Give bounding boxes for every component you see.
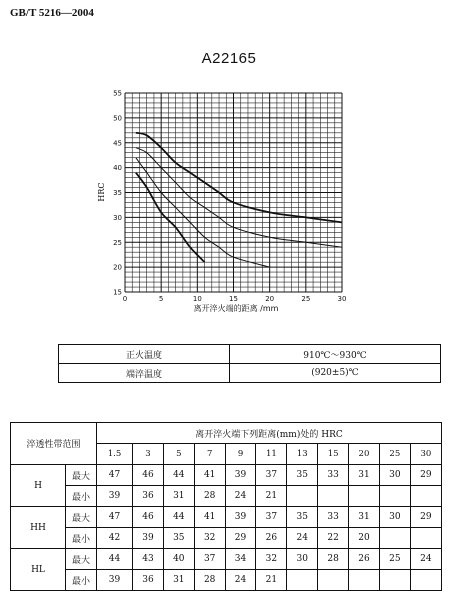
hrc-value: 25 (379, 549, 410, 570)
hrc-value (379, 486, 410, 507)
hrc-value: 31 (349, 507, 380, 528)
condition-value: (920±5)℃ (230, 364, 441, 383)
hrc-value: 44 (163, 465, 194, 486)
hrc-value: 46 (133, 507, 164, 528)
hrc-value: 39 (97, 486, 133, 507)
hrc-value: 34 (225, 549, 256, 570)
hrc-value: 37 (256, 465, 287, 486)
x-tick-label: 20 (265, 295, 275, 303)
condition-value: 910℃～930℃ (230, 345, 441, 364)
hrc-value: 40 (163, 549, 194, 570)
hrc-value: 21 (256, 486, 287, 507)
x-tick-label: 30 (337, 295, 347, 303)
figure-title: A22165 (201, 50, 257, 67)
distance-cell: 11 (256, 444, 287, 465)
hrc-value: 30 (379, 507, 410, 528)
y-tick-label: 20 (113, 263, 122, 272)
hrc-value: 24 (287, 528, 318, 549)
distance-cell: 3 (133, 444, 164, 465)
condition-label: 正火温度 (59, 345, 230, 364)
hrc-value: 39 (225, 507, 256, 528)
y-axis-label: HRC (97, 182, 106, 202)
hrc-value: 39 (225, 465, 256, 486)
distance-cell: 20 (349, 444, 380, 465)
hrc-table (10, 422, 442, 591)
hrc-value (318, 486, 349, 507)
distance-cell: 15 (318, 444, 349, 465)
hrc-value: 24 (225, 570, 256, 591)
table-row (59, 364, 441, 383)
distance-cell: 25 (379, 444, 410, 465)
distance-cell: 1.5 (97, 444, 133, 465)
table-row (11, 570, 442, 591)
hrc-value: 31 (163, 486, 194, 507)
hrc-value (410, 570, 441, 591)
hrc-value (349, 486, 380, 507)
table-row (11, 507, 442, 528)
y-tick-label: 55 (113, 89, 122, 98)
hrc-value (410, 486, 441, 507)
hrc-value: 31 (349, 465, 380, 486)
hrc-value: 47 (97, 507, 133, 528)
hrc-value: 44 (163, 507, 194, 528)
band-name: H (11, 465, 66, 507)
hrc-value: 30 (379, 465, 410, 486)
table-row (11, 486, 442, 507)
min-label: 最小 (66, 570, 97, 591)
hrc-value (349, 570, 380, 591)
row-header: 淬透性带范围 (11, 423, 97, 465)
table-row (11, 528, 442, 549)
hrc-value: 47 (97, 465, 133, 486)
hrc-value: 26 (349, 549, 380, 570)
x-tick-label: 15 (229, 295, 238, 303)
heat-treatment-table (58, 344, 441, 383)
band-name: HL (11, 549, 66, 591)
hrc-value: 41 (194, 465, 225, 486)
hrc-value: 39 (133, 528, 164, 549)
distance-header: 离开淬火端下列距离(mm)处的 HRC (97, 423, 442, 444)
hrc-value: 28 (194, 486, 225, 507)
hrc-value: 35 (287, 507, 318, 528)
hrc-value: 22 (318, 528, 349, 549)
y-tick-label: 40 (113, 164, 122, 173)
min-label: 最小 (66, 486, 97, 507)
hrc-value: 35 (287, 465, 318, 486)
hrc-value: 36 (133, 486, 164, 507)
y-tick-label: 35 (113, 189, 122, 197)
hrc-value: 26 (256, 528, 287, 549)
hrc-value (379, 528, 410, 549)
y-tick-label: 45 (113, 139, 122, 148)
hrc-value: 35 (163, 528, 194, 549)
band-name: HH (11, 507, 66, 549)
hrc-value (379, 570, 410, 591)
hrc-value: 36 (133, 570, 164, 591)
max-label: 最大 (66, 465, 97, 486)
x-tick-label: 10 (192, 295, 202, 303)
distance-cell: 30 (410, 444, 441, 465)
hrc-value: 24 (410, 549, 441, 570)
table-row (59, 345, 441, 364)
hrc-value (287, 570, 318, 591)
condition-label: 端淬温度 (59, 364, 230, 383)
hrc-value: 30 (287, 549, 318, 570)
x-tick-label: 25 (301, 295, 311, 303)
table-header-row (11, 423, 442, 444)
distance-cell: 9 (225, 444, 256, 465)
hrc-value: 21 (256, 570, 287, 591)
hrc-value: 39 (97, 570, 133, 591)
x-tick-label: 0 (122, 295, 128, 303)
hrc-value (410, 528, 441, 549)
table-row (11, 549, 442, 570)
hrc-value: 29 (410, 465, 441, 486)
hrc-value (287, 486, 318, 507)
hrc-value: 29 (225, 528, 256, 549)
hrc-value: 37 (256, 507, 287, 528)
y-tick-label: 15 (113, 288, 122, 297)
distance-cell: 13 (287, 444, 318, 465)
hrc-value: 44 (97, 549, 133, 570)
distance-cell: 5 (163, 444, 194, 465)
hrc-value: 46 (133, 465, 164, 486)
hrc-value: 29 (410, 507, 441, 528)
table-row (11, 465, 442, 486)
distance-cell: 7 (194, 444, 225, 465)
x-axis-label: 离开淬火端的距离 /mm (193, 304, 279, 313)
y-tick-label: 50 (113, 114, 122, 123)
hrc-value: 20 (349, 528, 380, 549)
max-label: 最大 (66, 549, 97, 570)
y-tick-label: 25 (113, 238, 122, 247)
hrc-value: 41 (194, 507, 225, 528)
standard-number: GB/T 5216—2004 (10, 7, 94, 19)
hrc-value: 42 (97, 528, 133, 549)
hrc-value: 24 (225, 486, 256, 507)
max-label: 最大 (66, 507, 97, 528)
hrc-value: 31 (163, 570, 194, 591)
hrc-value: 32 (256, 549, 287, 570)
hrc-value: 28 (194, 570, 225, 591)
y-tick-label: 30 (113, 213, 122, 222)
x-tick-label: 5 (158, 295, 164, 303)
min-label: 最小 (66, 528, 97, 549)
hrc-value (318, 570, 349, 591)
hrc-value: 32 (194, 528, 225, 549)
hrc-value: 43 (133, 549, 164, 570)
hrc-value: 33 (318, 507, 349, 528)
hrc-value: 28 (318, 549, 349, 570)
hrc-value: 37 (194, 549, 225, 570)
hrc-value: 33 (318, 465, 349, 486)
